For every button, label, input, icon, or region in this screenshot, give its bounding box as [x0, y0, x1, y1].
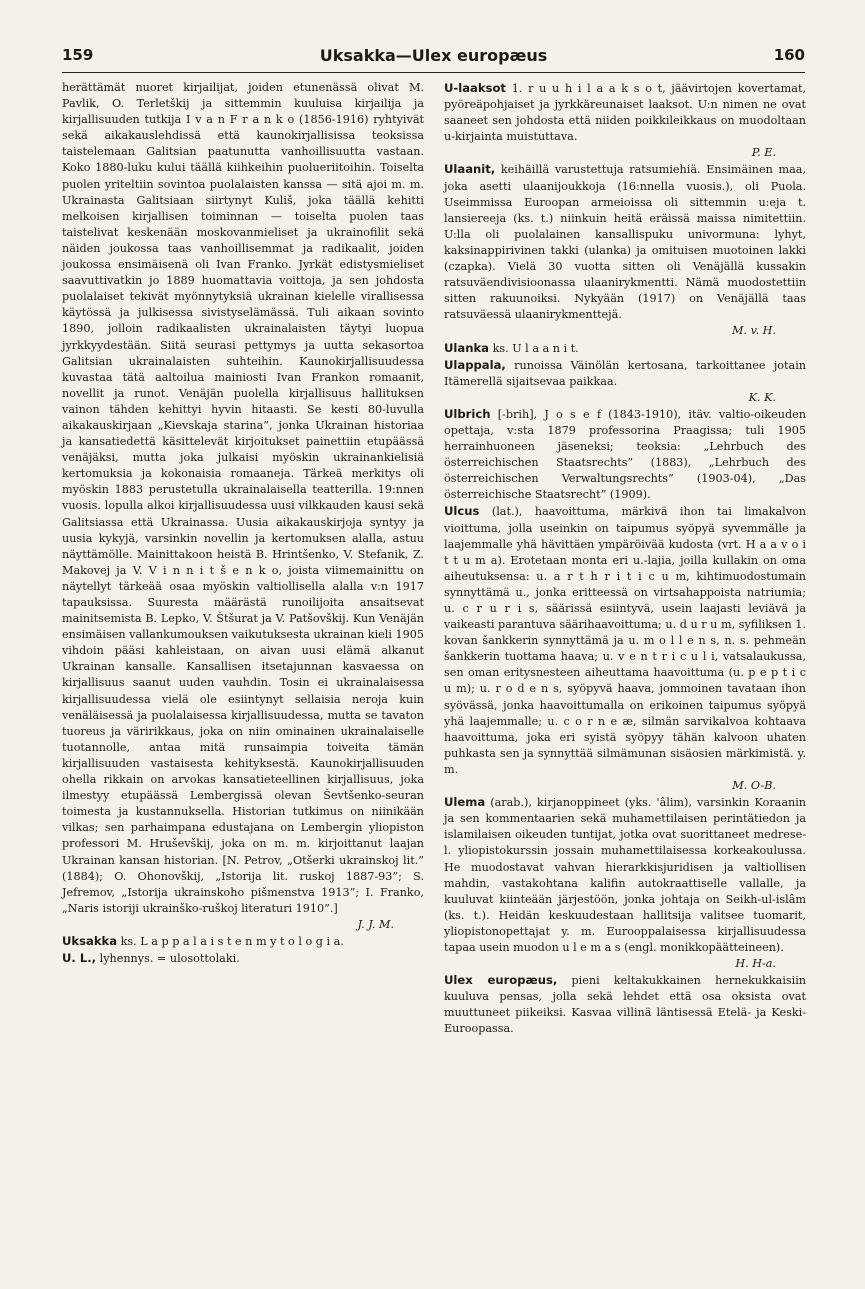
entry-ulanka: Ulanka ks. U l a a n i t. [444, 340, 579, 355]
headword: Ulema [444, 795, 486, 810]
entry-uksakka: Uksakka ks. L a p p a l a i s t e n m y t o l o g i a. [62, 933, 344, 948]
entry-ulema: Ulema (arab.), kirjanoppineet (yks. 'âlim), varsinkin Koraanin ja sen kommentaarien sekä muhamettilaisen perintätiedon ja islamilaisen oikeuden tuntijat, jotka ovat suorittaneet medrese-l. yliopistokurssin jossain muhamettilaisessa korkeakoulussa. He muodostavat vahvan hierarkkisjuridisen ja valtiollisen mahdin, vastakohtana kalifin autokraattiselle vallalle, ja kuuluvat kiinteään järjestöön, jonka johtaja on Seikh-ul-islâm (ks. t.). Heidän keskuudestaan hallitsija valitsee tuomarit, yliopistonopettajat y. m. Eurooppalaisessa kirjallisuudessa tapaa usein muodon u l e m a s (engl. monikkopäätteineen). H. H-a. [444, 794, 806, 972]
author-signature: K. K. [748, 390, 776, 404]
page-header [62, 46, 805, 72]
headword: U. L., [62, 951, 97, 966]
left-column [62, 80, 424, 967]
author-signature: M. O-B. [732, 779, 776, 793]
headword: Ulbrich [444, 406, 491, 421]
page-number-left: 159 [62, 46, 94, 64]
headword: Uksakka [62, 933, 118, 948]
running-title: Uksakka—Ulex europæus [319, 46, 548, 65]
headword: Ulcus [444, 504, 480, 519]
headword: U-laaksot [444, 81, 506, 95]
headword: Ulex europæus, [444, 973, 558, 988]
entry-ulaanit: Ulaanit, keihäillä varustettuja ratsumiehiä. Ensimäinen maa, joka asetti ulaanijoukkoja (16:nnella vuosis.), oli Puola. Useimmissa Euroopan armeioissa oli sittemmin u:eja t. lansiereeja (ks. t.) niinkuin heitä eräissä maissa nimitettiin. U:lla oli puolalainen kansallispuku univormuna: lyhyt, kaksinappirivinen takki (ulanka) ja omituisen muotoinen lakki (czapka). Vielä 30 vuotta sitten oli Venäjällä kussakin ratsuväendivisioonassa ulaanirykmentti. Nämä muodostettiin sitten rakuunoiksi. Nykyään (1917) on Venäjällä taas ratsuväessä ulaanirykmenttejä. M. v. H. [444, 161, 806, 339]
headword: Ulaanit, [444, 162, 496, 177]
entry-ulcus: Ulcus (lat.), haavoittuma, märkivä ihon tai limakalvon vioittuma, jolla useinkin on taipumus syöpyä syvemmälle ja laajemmalle yhä hävittäen ympäröivää kudosta (vrt. H a a v o i t t u m a). Erotetaan monta eri u.-lajia, joilla kullakin on oma aiheutuksensa: u. a r t h r i t i c u m, kihtimuodostumain synnyttämä u., jonka eritteessä on virtsahappoista natriumia; u. c r u r i s, säärissä esiintyvä, usein laajasti leviävä ja vaikeasti parantuva säärihaavoittuma; u. d u r u m, syfiliksen 1. kovan šankkerin synnyttämä ja u. m o l l e n s, n. s. pehmeän šankkerin tuottama haava; u. v e n t r i c u l i, vatsalaukussa, sen oman eritysnesteen aiheuttama haavoittuma (u. p e p t i c u m); u. r o d e n s, syöpyvä haava, jommoinen tavataan ihon syövässä, jonka haavoittumalla on erikoinen taipumus syöpyä yhä laajemmalle; u. c o r n e æ, silmän sarvikalvoa kohtaava haavoittuma, joka eri syistä syöpyy tähän kalvoon uhaten puhkasta sen ja synnyttää silmämunan sisäosien märkimistä. y. m. M. O-B. [444, 503, 806, 794]
author-signature: P. E. [751, 146, 776, 160]
author-signature: J. J. M. [357, 917, 394, 931]
entry-ulbrich: Ulbrich [-brih], J o s e f (1843-1910), itäv. valtio-oikeuden opettaja, v:sta 1879 professorina Praagissa; tuli 1905 herrainhuoneen jäseneksi; teoksia: „Lehrbuch des österreichischen Staatsrechts” (1883), „Lehrbuch des österreichischen Verwaltungsrechts” (1903-04), „Das österreichische Staatsrecht” (1909). [444, 406, 806, 502]
header-rule [62, 72, 805, 73]
page-number-right: 160 [773, 46, 805, 64]
entry-u-laaksot: U-laaksot 1. r u u h i l a a k s o t, jäävirtojen kovertamat, pyöreäpohjaiset ja jyrkkäreunaiset laaksot. U:n nimen ne ovat saaneet sen johdosta että niiden poikkileikkaus on muodoltaan u-kirjainta muistuttava. P. E. [444, 80, 806, 161]
right-column [444, 80, 806, 1038]
entry-ulex-europaeus: Ulex europæus, pieni keltakukkainen hernekukkaisiin kuuluva pensas, jolla sekä lehdet että osa oksista ovat muuttuneet piikeiksi. Kasvaa villinä läntisessä Etelä- ja Keski-Euroopassa. [444, 973, 806, 1036]
headword: Ulanka [444, 340, 489, 355]
author-signature: M. v. H. [732, 324, 776, 338]
entry-ulappala: Ulappala, runoissa Väinölän kertosana, tarkoittanee jotain Itämerellä sijaitsevaa paikkaa. K. K. [444, 357, 806, 406]
entry-u-l: U. L., lyhennys. = ulosottolaki. [62, 951, 240, 966]
headword: Ulappala, [444, 357, 506, 372]
author-signature: H. H-a. [735, 957, 776, 971]
article-continuation: herättämät nuoret kirjailijat, joiden etunenässä olivat M. Pavlik, O. Terletškij ja sittemmin kuuluisa kirjailija ja kirjallisuuden tutkija I v a n F r a n k o (1856-1916) ryhtyivät sekä aikakauslehdissä että kaunokirjallisissa teoksissa taistelemaan Galitsian paatunutta vanhoillisuutta vastaan. Koko 1880-luku kului täällä kiihkeihin puolueriitoihin. Toiselta puolen yriteltiin sovintoa puolalaisten kanssa — sitä ajoi m. m. Ukrainasta Galitsiaan siirtynyt Kuliš, joka täällä kehitti melkoisen kirjallisen toiminnan — toiselta puolen taas taistelivat keskenään moskovanmieliset ja ukrainofilit sekä näiden joukossa taas vanhoillisemmat ja radikaalit, joiden joukossa ensimäisenä oli Ivan Franko. Jyrkät edistysmieliset saavuttivatkin jo 1889 huomattavia voittoja, ja sen johdosta puolalaiset tekivät myönnytyksiä ukrainan kielelle virallisessa käytössä ja julkisessa sivistyselämässä. Tuli aikaan sovinto 1890, jolloin radikaalisten ukrainalaisten täytyi luopua jyrkkyydestään. Siitä seurasi pettymys ja uutta sekasortoa Galitsian ukrainalaisten suhteihin. Kaunokirjallisuudessa kuvastaa tätä aaltoilua mainiosti Ivan Frankon romaanit, novellit ja runot. Venäjän puolella kirjallisuus hallituksen vainon tähden kehittyi hyvin hitaasti. Se kesti 80-luvulla aikakauskirjaan „Kievskaja starina”, jonka Ukrainan historiaa ja kansatiedettä käsittelevät kirjoitukset painettiin etupäässä venäjäksi, mutta joka julkaisi myöskin ukrainankielisiä kertomuksia ja kokonaisia romaaneja. Tärkeä merkitys oli myöskin 1883 perustetulla ukrainalaisella teatterilla. 19:nnen vuosis. lopulla alkoi kirjallisuudessa uusi vilkkauden kausi sekä Galitsiassa että Ukrainassa. Uusia aikakauskirjoja syntyy ja uusia kykyjä, varsinkin novellin ja kertomuksen alalla, astuu näyttämölle. Mainittakoon heistä B. Hrintšenko, V. Stefanik, Z. Makovej ja V. V i n n i t š e n k o, joista viimemainittu on näytellyt tärkeää osaa myöskin valtiollisella alalla v:n 1917 tapauksissa. Suuresta määrästä runoilijoita ansaitsevat mainitsemista B. Lepko, V. Štšurat ja V. Patšovškij. Kun Venäjän ensimäisen vallankumouksen vaikutuksesta ukrainan kieli 1905 vihdoin pääsi kahleistaan, on aivan uusi elämä alkanut Ukrainan kansalle. Kansallisen itsetajunnan kasvaessa on kirjallisuus saanut uuden vauhdin. Tosin ei ukrainalaisessa kirjallisuudessa vielä ole esiintynyt sellaisia neroja kuin venäläisessä ja puolalaisessa kirjallisuudessa, mutta se tavaton tuoreus ja väririkkaus, joka on niin ominainen ukrainalaiselle tuotannolle, antaa mitä runsaimpia toiveita tämän kirjallisuuden vastaisesta kehityksestä. Kaunokirjallisuuden ohella rikkain on arvokas kansatieteellinen kirjallisuus, joka ilmestyy etupäässä Lembergissä olevan Ševtšenko-seuran toimesta ja kustannuksella. Historian tutkimus on niinikään vilkas; sen parhaimpana edustajana on Lembergin yliopiston professori M. Hruševškij, joka on m. m. kirjoittanut laajan Ukrainan kansan historian. [N. Petrov, „Otšerki ukrainskoj lit.” (1884); O. Ohonovškij, „Istorija lit. ruskoj 1887-93”; S. Jefremov, „Istorija ukrainskoho pišmenstva 1913”; I. Franko, „Naris istoriji ukrainško-ruškoj literaturi 1910”.] J. J. M. [62, 80, 424, 933]
